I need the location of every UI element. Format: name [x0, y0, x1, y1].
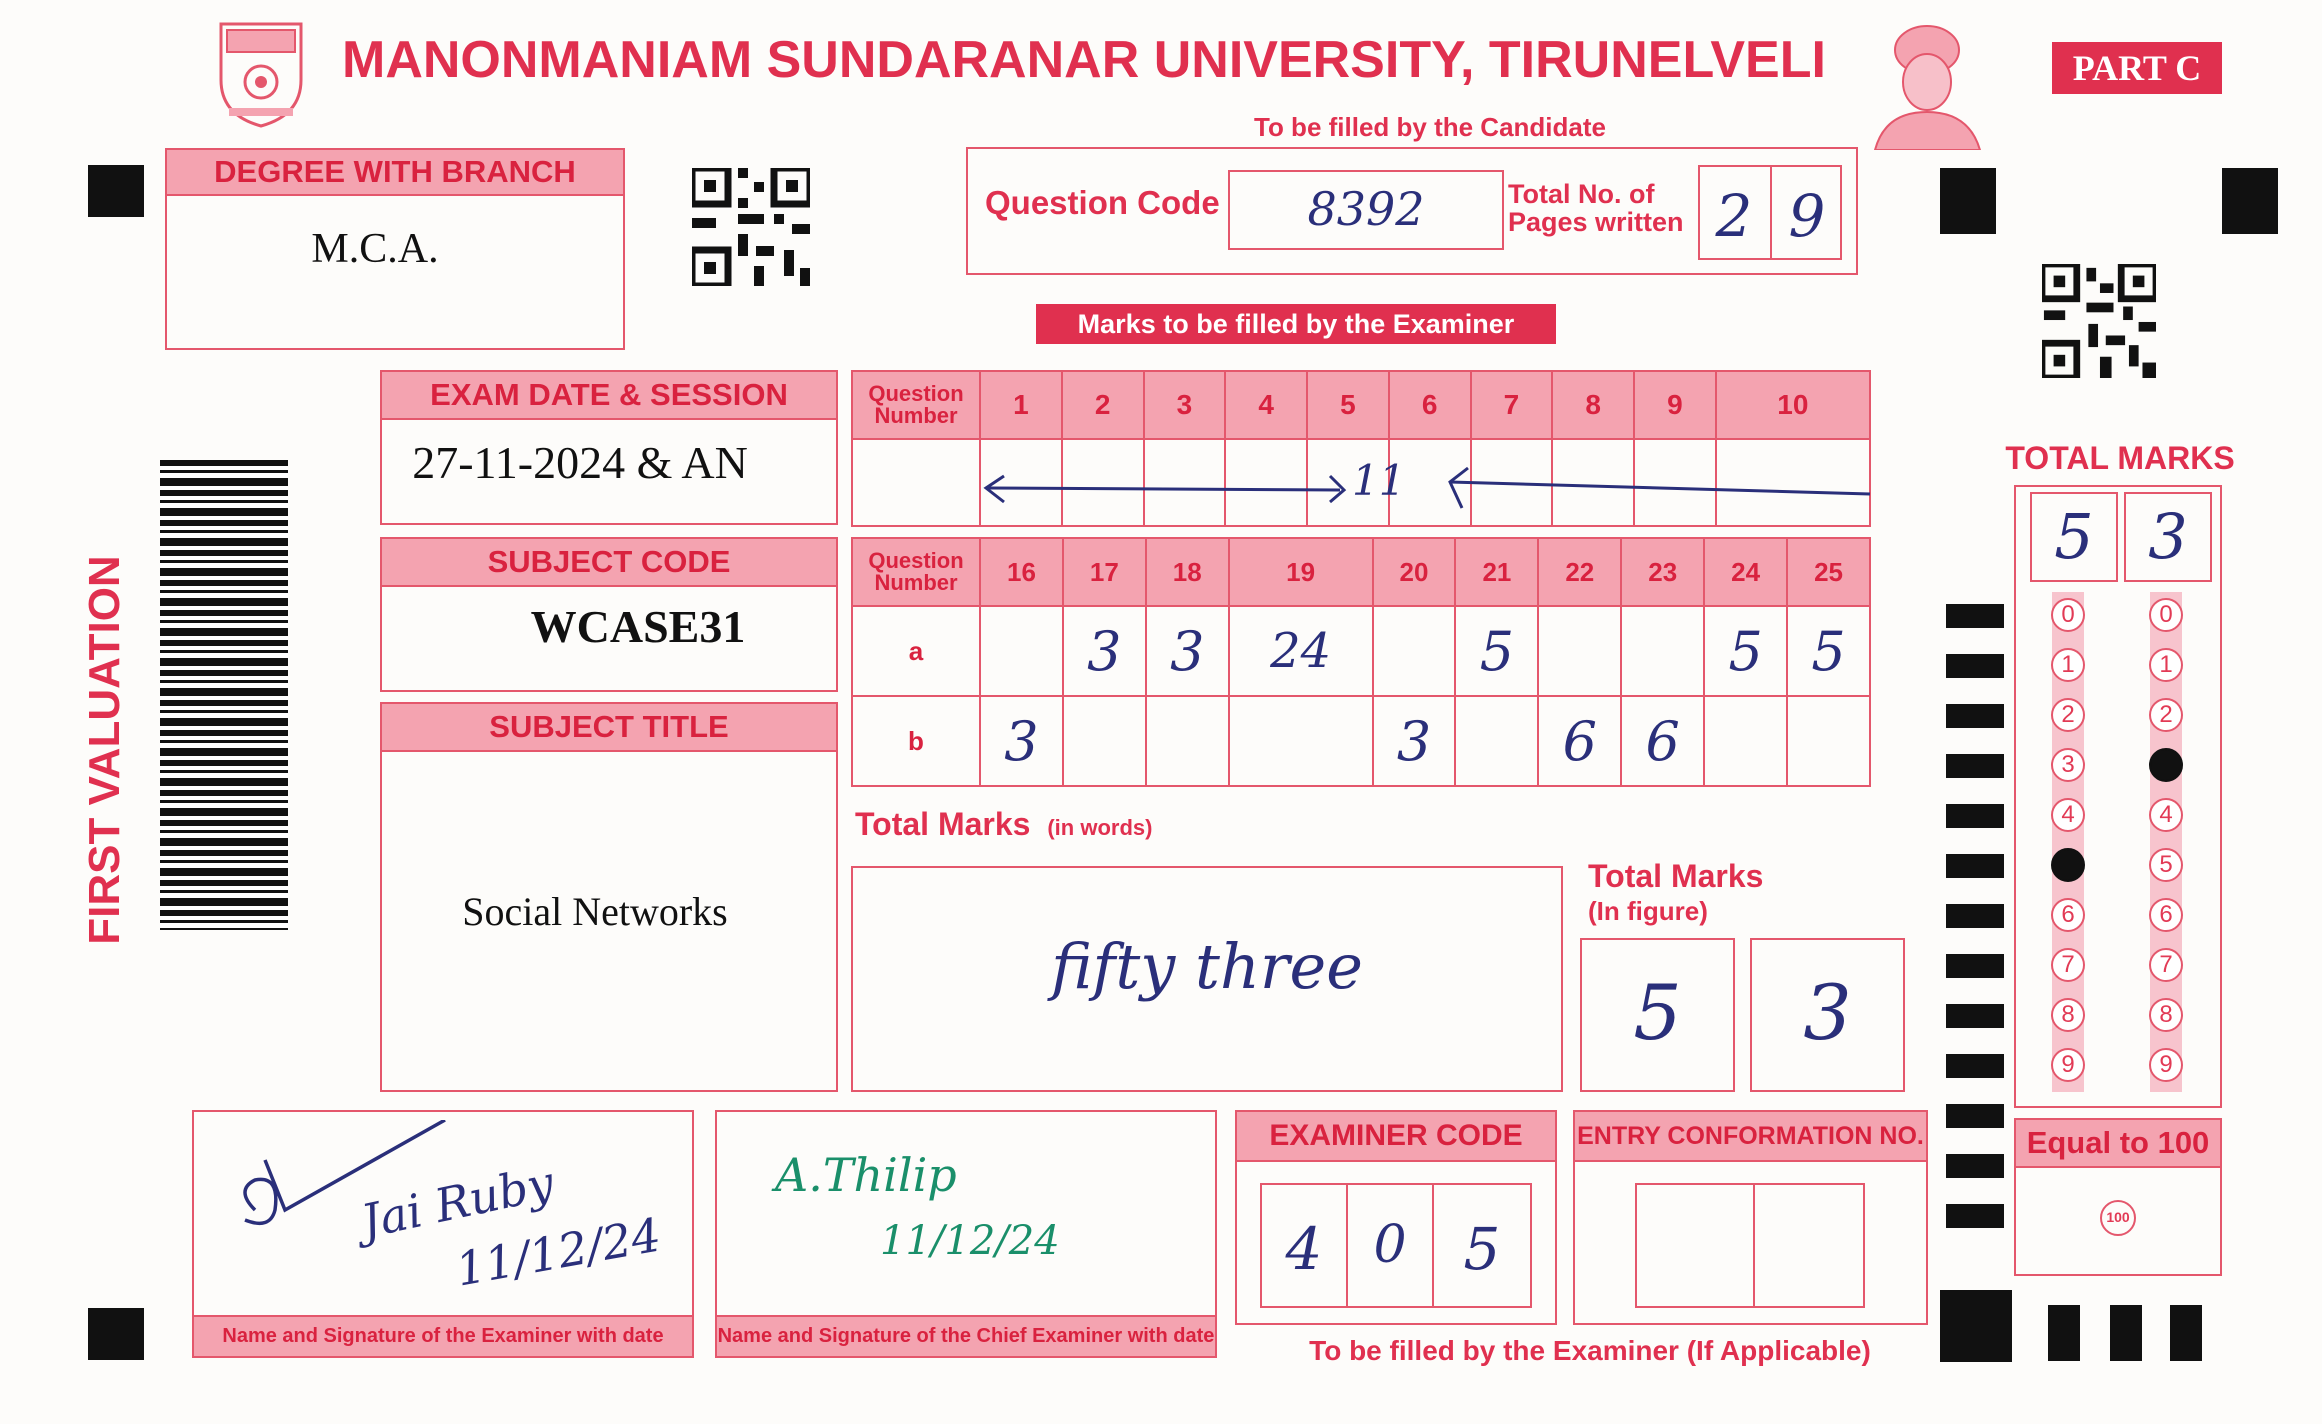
omr-bubble[interactable]: 2: [2051, 698, 2085, 732]
timing-mark: [1946, 1204, 2004, 1228]
q-num: 18: [1146, 538, 1229, 606]
barcode: [160, 460, 288, 930]
omr-bubble[interactable]: 1: [2051, 648, 2085, 682]
timing-mark: [1946, 1104, 2004, 1128]
first-valuation-label: FIRST VALUATION: [80, 555, 129, 945]
question-code-value: 8392: [1307, 182, 1425, 236]
omr-bubble[interactable]: 0: [2149, 598, 2183, 632]
q-num: 21: [1455, 538, 1538, 606]
omr-bubble[interactable]: 4: [2149, 798, 2183, 832]
question-code-label: Question Code: [985, 184, 1220, 221]
total-figure-digit: 3: [1803, 968, 1852, 1057]
row-a-label: a: [852, 606, 980, 696]
footer-note: To be filled by the Examiner (If Applicable): [1309, 1335, 1871, 1366]
examiner-signature-label: Name and Signature of the Examiner with date: [192, 1315, 694, 1358]
university-title: MANONMANIAM SUNDARANAR UNIVERSITY, TIRUNELVELI: [342, 31, 1826, 89]
q-num: 22: [1538, 538, 1621, 606]
omr-bubble[interactable]: [2149, 748, 2183, 782]
omr-bubble[interactable]: 0: [2051, 598, 2085, 632]
q-num: 4: [1225, 371, 1307, 439]
timing-mark: [1946, 804, 2004, 828]
q-num: 25: [1787, 538, 1870, 606]
timing-mark: [1946, 1154, 2004, 1178]
total-words-label: [855, 806, 1152, 843]
omr-bubble[interactable]: 7: [2149, 948, 2183, 982]
q-num: 16: [980, 538, 1063, 606]
qr-code: [692, 168, 810, 286]
chief-date: 11/12/24: [880, 1218, 1060, 1264]
alignment-marker: [2222, 168, 2278, 234]
pages-label: Total No. of Pages written: [1508, 179, 1684, 237]
question-number-label: Question Number: [852, 538, 980, 606]
omr-bubble[interactable]: 8: [2149, 998, 2183, 1032]
part-badge: PART C: [2052, 42, 2222, 94]
founder-portrait: [1865, 20, 1990, 150]
university-emblem: [215, 20, 307, 130]
total-figure-digit: 5: [1633, 968, 1682, 1057]
q-num: 5: [1307, 371, 1389, 439]
mark-a: 3: [1063, 606, 1146, 696]
grid1-annotation: 11: [1352, 456, 1406, 505]
q-num: 7: [1471, 371, 1553, 439]
omr-bubble[interactable]: [2051, 848, 2085, 882]
mark-b: [1787, 696, 1870, 786]
q-num: 1: [980, 371, 1062, 439]
q-num: 17: [1063, 538, 1146, 606]
omr-bubble[interactable]: 7: [2051, 948, 2085, 982]
question-grid-2: [851, 537, 1871, 787]
q-num: 9: [1634, 371, 1716, 439]
total-figure-sub: (In figure): [1588, 896, 1708, 926]
omr-bubble[interactable]: 9: [2051, 1048, 2085, 1082]
timing-mark: [1946, 604, 2004, 628]
examiner-code-digit: 4: [1285, 1215, 1323, 1283]
equal100-label: Equal to 100: [2014, 1118, 2222, 1168]
q-num: 10: [1716, 371, 1870, 439]
omr-bubble[interactable]: 6: [2149, 898, 2183, 932]
subject-code-value: WCASE31: [530, 601, 746, 652]
chief-name: A.Thilip: [775, 1148, 957, 1202]
timing-mark: [1946, 1004, 2004, 1028]
timing-mark: [1946, 754, 2004, 778]
examiner-date: 11/12/24: [451, 1207, 665, 1297]
entry-label: ENTRY CONFORMATION NO.: [1573, 1110, 1928, 1162]
timing-mark: [1946, 1054, 2004, 1078]
chief-signature-label: Name and Signature of the Chief Examiner with date: [715, 1315, 1217, 1358]
subject-title-value: Social Networks: [462, 889, 728, 934]
omr-bubble[interactable]: 4: [2051, 798, 2085, 832]
mark-a: 5: [1704, 606, 1787, 696]
omr-digit: 3: [2148, 500, 2188, 573]
mark-a: [1538, 606, 1621, 696]
equal100-bubble[interactable]: 100: [2100, 1200, 2136, 1236]
q-num: 19: [1229, 538, 1373, 606]
exam-date-label: EXAM DATE & SESSION: [380, 370, 838, 420]
question-number-label: Question Number: [852, 371, 980, 439]
entry-field[interactable]: [1753, 1183, 1865, 1308]
omr-bubble[interactable]: 1: [2149, 648, 2183, 682]
degree-value: M.C.A.: [311, 226, 439, 272]
timing-mark: [1946, 654, 2004, 678]
mark-b: 6: [1621, 696, 1704, 786]
mark-b: [1704, 696, 1787, 786]
mark-b: [1455, 696, 1538, 786]
total-words-value: fifty three: [1051, 930, 1363, 1003]
omr-bubble[interactable]: 9: [2149, 1048, 2183, 1082]
mark-a: [980, 606, 1063, 696]
omr-digit: 5: [2054, 500, 2094, 573]
mark-a: [1373, 606, 1456, 696]
degree-label: DEGREE WITH BRANCH: [165, 148, 625, 196]
examiner-code-label: EXAMINER CODE: [1235, 1110, 1557, 1162]
mark-a: [1621, 606, 1704, 696]
mark-b: [1063, 696, 1146, 786]
omr-bubble[interactable]: 5: [2149, 848, 2183, 882]
q-num: 2: [1062, 371, 1144, 439]
examiner-code-digit: 0: [1373, 1215, 1407, 1275]
mark-a: 24: [1229, 606, 1373, 696]
omr-bubble[interactable]: 3: [2051, 748, 2085, 782]
omr-bubble[interactable]: 8: [2051, 998, 2085, 1032]
qr-code: [2042, 264, 2156, 378]
q-num: 6: [1389, 371, 1471, 439]
alignment-marker: [2110, 1305, 2142, 1361]
q-num: 8: [1552, 371, 1634, 439]
mark-a: 3: [1146, 606, 1229, 696]
alignment-marker: [1940, 1290, 2012, 1362]
omr-bubble[interactable]: 6: [2051, 898, 2085, 932]
omr-bubble[interactable]: 2: [2149, 698, 2183, 732]
timing-mark: [1946, 704, 2004, 728]
mark-b: [1229, 696, 1373, 786]
mark-a: 5: [1455, 606, 1538, 696]
examiner-name: Jai Ruby: [356, 1155, 559, 1249]
total-words-sub: (in words): [1047, 815, 1153, 840]
candidate-note: To be filled by the Candidate: [1254, 112, 1606, 142]
mark-b: 6: [1538, 696, 1621, 786]
alignment-marker: [88, 1308, 144, 1360]
row-b-label: b: [852, 696, 980, 786]
pages-digit: 9: [1788, 182, 1826, 250]
q-num: 20: [1373, 538, 1456, 606]
timing-mark: [1946, 954, 2004, 978]
exam-date-value: 27-11-2024 & AN: [412, 437, 748, 488]
examiner-code-digit: 5: [1463, 1215, 1501, 1283]
alignment-marker: [2170, 1305, 2202, 1361]
alignment-marker: [1940, 168, 1996, 234]
timing-mark: [1946, 854, 2004, 878]
q-num: 3: [1144, 371, 1226, 439]
q-num: 23: [1621, 538, 1704, 606]
mark-b: [1146, 696, 1229, 786]
subject-title-label: SUBJECT TITLE: [380, 702, 838, 752]
total-figure-label: Total Marks: [1588, 858, 1764, 894]
timing-mark: [1946, 904, 2004, 928]
examiner-note: Marks to be filled by the Examiner: [1036, 304, 1556, 344]
omr-total-label: TOTAL MARKS: [2005, 440, 2235, 476]
q-num: 24: [1704, 538, 1787, 606]
alignment-marker: [88, 165, 144, 217]
entry-field[interactable]: [1635, 1183, 1755, 1308]
alignment-marker: [2048, 1305, 2080, 1361]
subject-code-label: SUBJECT CODE: [380, 537, 838, 587]
pages-digit: 2: [1715, 182, 1753, 250]
total-words-title: Total Marks: [855, 806, 1031, 842]
mark-b: 3: [980, 696, 1063, 786]
mark-a: 5: [1787, 606, 1870, 696]
strikethrough-arrows: [980, 458, 1875, 518]
mark-b: 3: [1373, 696, 1456, 786]
